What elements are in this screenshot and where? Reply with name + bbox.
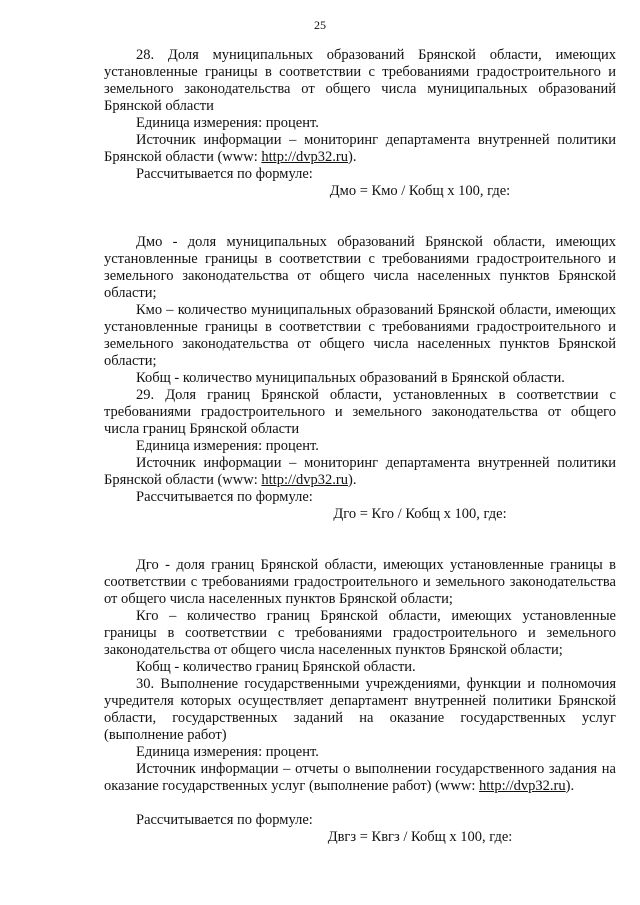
item-28-def-kmo: Кмо – количество муниципальных образований Брянской области, имеющих установленные границы в соответствии с требованиями градостроительного и земельного законодательства от общего числа населенных пунктов Брянской области;: [104, 302, 616, 369]
spacer: [104, 523, 616, 557]
item-29-formula: Дго = Кго / Кобщ х 100, где:: [333, 506, 507, 522]
item-30-unit: Единица измерения: процент.: [136, 744, 319, 760]
item-29-unit: Единица измерения: процент.: [136, 438, 319, 454]
item-30-source-suffix: ).: [565, 778, 575, 794]
item-28-unit: Единица измерения: процент.: [136, 115, 319, 131]
item-30-heading: 30. Выполнение государственными учреждениями, функции и полномочия учредителя которых осуществляет департамент внутренней политики Брянской области, государственных заданий на оказание государственных услуг (выполнение работ): [104, 676, 616, 743]
page-number: 25: [314, 18, 326, 32]
item-28-heading: 28. Доля муниципальных образований Брянской области, имеющих установленные границы в соответствии с требованиями градостроительного и земельного законодательства от общего числа муниципальных образований Брянской области: [104, 47, 616, 114]
item-28-def-kobsh: Кобщ - количество муниципальных образований в Брянской области.: [136, 370, 565, 386]
item-29-def-dgo: Дго - доля границ Брянской области, имеющих установленные границы в соответствии с требованиями градостроительного и земельного законодательства от общего числа населенных пунктов Брянской области;: [104, 557, 616, 607]
spacer: [104, 795, 616, 812]
spacer: [104, 200, 616, 234]
item-28-def-dmo: Дмо - доля муниципальных образований Брянской области, имеющих установленные границы в соответствии с требованиями градостроительного и земельного законодательства от общего числа населенных пунктов Брянской области;: [104, 234, 616, 301]
item-29-heading: 29. Доля границ Брянской области, установленных в соответствии с требованиями градостроительного и земельного законодательства от общего числа границ Брянской области: [104, 387, 616, 437]
item-29-source-suffix: ).: [348, 472, 357, 488]
item-28-source: [104, 132, 616, 166]
item-29-def-kgo: Кго – количество границ Брянской области, имеющих установленные границы в соответствии с требованиями градостроительного и земельного законодательства от общего числа населенных пунктов Брянской области;: [104, 608, 616, 658]
item-30-source-link[interactable]: http://dvp32.ru: [479, 778, 566, 794]
item-28-calc: Рассчитывается по формуле:: [136, 166, 313, 182]
item-28-source-link[interactable]: http://dvp32.ru: [261, 149, 348, 165]
item-29-source-link[interactable]: http://dvp32.ru: [261, 472, 348, 488]
item-29-source: [104, 455, 616, 489]
item-28-source-text: Источник информации – мониторинг департамента внутренней политики Брянской области (www:: [104, 132, 616, 165]
item-30-calc: Рассчитывается по формуле:: [136, 812, 313, 828]
item-28-source-suffix: ).: [348, 149, 357, 165]
item-29-calc: Рассчитывается по формуле:: [136, 489, 313, 505]
item-29-def-kobsh: Кобщ - количество границ Брянской области.: [136, 659, 416, 675]
document-body: [104, 47, 616, 846]
item-30-source-text: Источник информации – отчеты о выполнении государственного задания на оказание государственных услуг (выполнение работ) (www:: [104, 761, 616, 794]
item-29-source-text: Источник информации – мониторинг департамента внутренней политики Брянской области (www:: [104, 455, 616, 488]
item-28-formula: Дмо = Кмо / Кобщ х 100, где:: [329, 183, 511, 199]
item-30-formula: Двгз = Квгз / Кобщ х 100, где:: [327, 829, 513, 845]
item-30-source: [104, 761, 616, 795]
